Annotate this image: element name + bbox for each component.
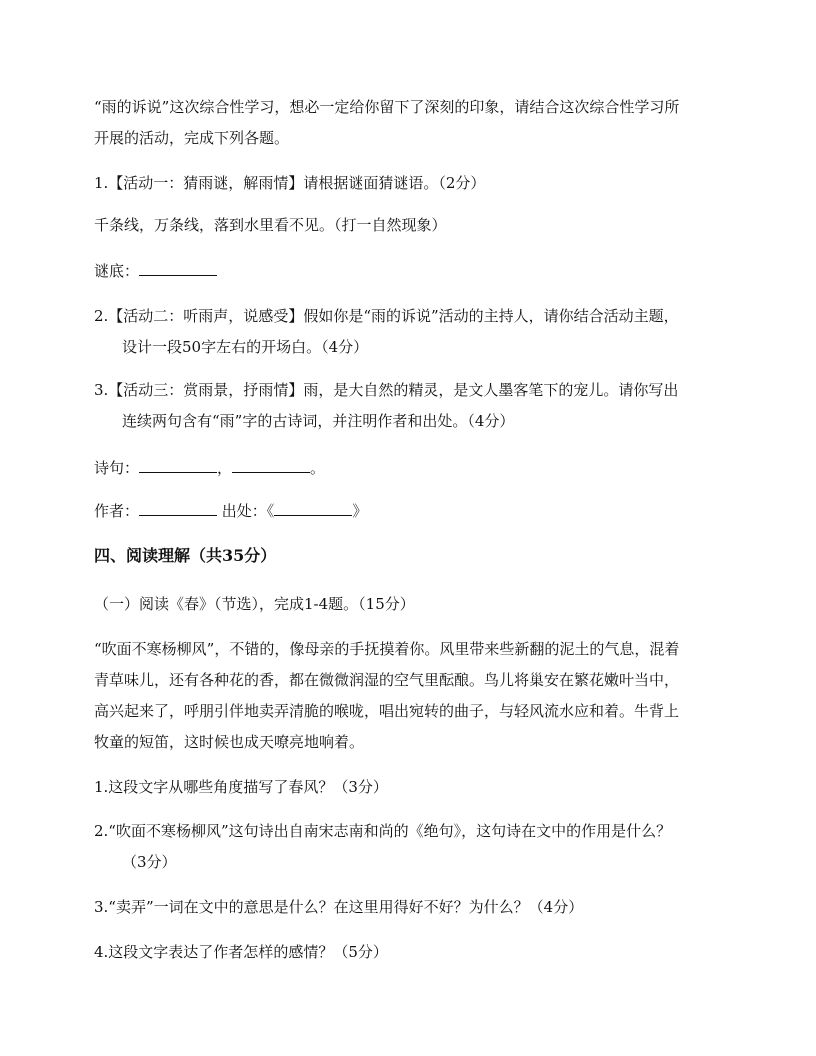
question-3-line-1: 3.【活动三：赏雨景，抒雨情】雨，是大自然的精灵，是文人墨客笔下的宠儿。请你写出 [94,381,679,399]
question-1: 1.【活动一：猜雨谜，解雨情】请根据谜面猜谜语。（2分） [94,174,486,192]
intro-line-2: 开展的活动，完成下列各题。 [94,129,290,147]
poem-comma: ， [217,459,233,477]
passage-line-3: 高兴起来了，呼朋引伴地卖弄清脆的喉咙，唱出宛转的曲子，与轻风流水应和着。牛背上 [94,702,680,720]
author-label: 作者： [94,502,140,520]
question-2-line-1: 2.【活动二：听雨声，说感受】假如你是“雨的诉说”活动的主持人，请你结合活动主题， [94,307,679,325]
riddle-answer-label: 谜底： [94,262,140,280]
reading-question-2-line-1: 2.“吹面不寒杨柳风”这句诗出自南宋志南和尚的《绝句》，这句诗在文中的作用是什么？ [94,822,672,840]
reading-question-1: 1.这段文字从哪些角度描写了春风？（3分） [94,778,388,796]
passage-line-1: “吹面不寒杨柳风”，不错的，像母亲的手抚摸着你。风里带来些新翻的泥土的气息，混着 [94,640,680,658]
source-close: 》 [352,502,368,520]
poem-blank-1 [139,456,217,473]
source-blank [274,499,352,516]
question-2-line-2: 设计一段50字左右的开场白。（4分） [122,338,369,356]
reading-question-3: 3.“卖弄”一词在文中的意思是什么？在这里用得好不好？为什么？（4分） [94,898,584,916]
section-4-title: 四、阅读理解（共35分） [94,546,277,565]
passage-line-4: 牧童的短笛，这时候也成天嘹亮地响着。 [94,733,365,751]
intro-line-1: “雨的诉说”这次综合性学习，想必一定给你留下了深刻的印象，请结合这次综合性学习所 [94,98,680,116]
poem-period: 。 [310,459,326,477]
riddle-answer-line [94,259,217,282]
passage-line-2: 青草味儿，还有各种花的香，都在微微润湿的空气里酝酿。鸟儿将巢安在繁花嫩叶当中， [94,671,680,689]
question-3-line-2: 连续两句含有“雨”字的古诗词，并注明作者和出处。（4分） [122,412,515,430]
source-label: 出处：《 [221,502,275,520]
poem-answer-line [94,456,325,479]
riddle-answer-blank [139,259,217,276]
poem-blank-2 [232,456,310,473]
reading-question-4: 4.这段文字表达了作者怎样的感情？（5分） [94,943,388,961]
poem-label: 诗句： [94,459,140,477]
riddle-text: 千条线，万条线，落到水里看不见。（打一自然现象） [94,216,447,234]
author-source-line [94,499,367,522]
reading-question-2-line-2: （3分） [122,853,177,871]
author-blank [139,499,217,516]
part-1-title: （一）阅读《春》（节选），完成1-4题。（15分） [94,595,415,613]
